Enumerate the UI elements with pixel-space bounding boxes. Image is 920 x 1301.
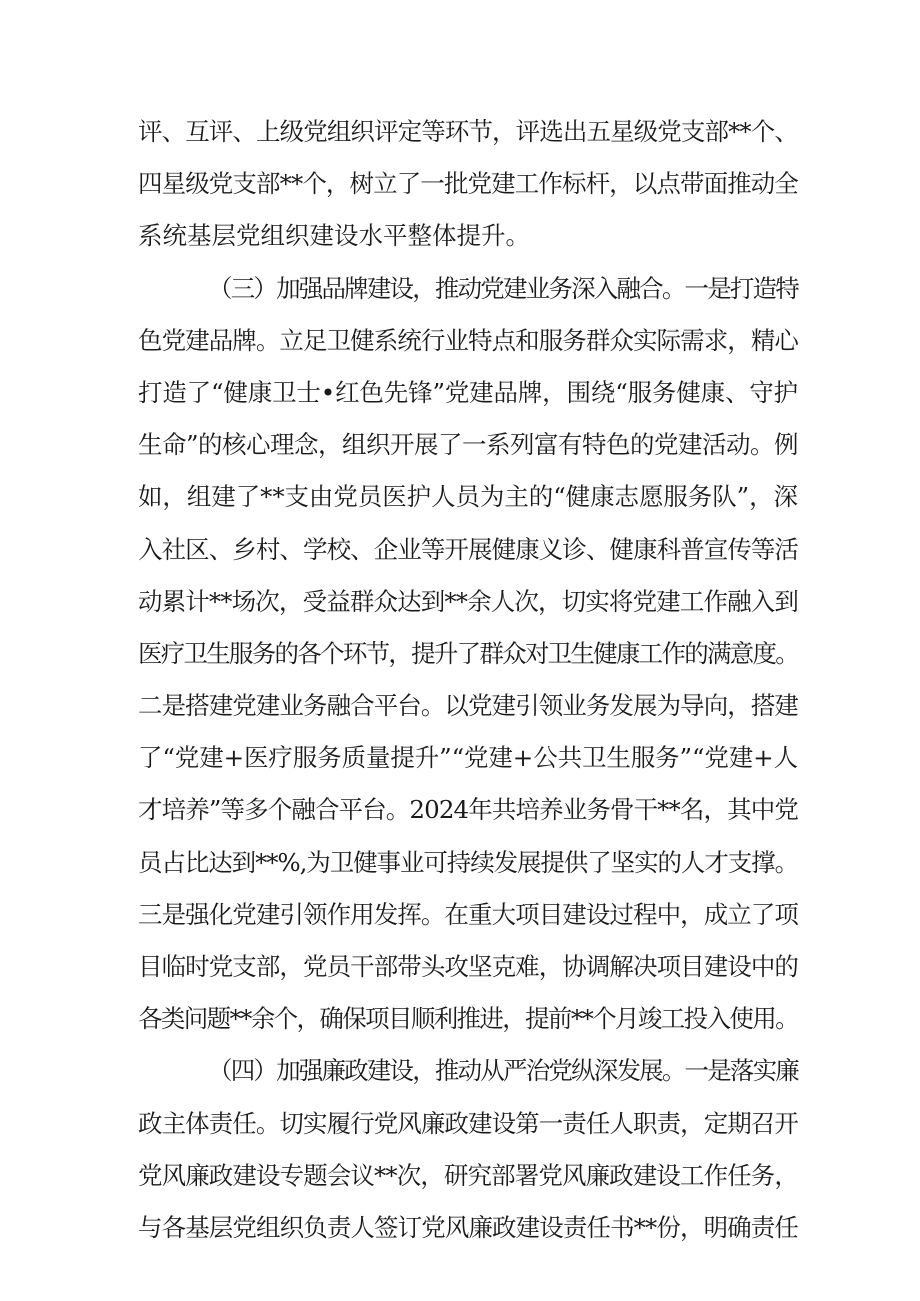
- document-body: [138, 106, 798, 1254]
- text-line: 如，组建了**支由党员医护人员为主的“健康志愿服务队”，深: [138, 482, 798, 512]
- text-line: 二是搭建党建业务融合平台。以党建引领业务发展为导向，搭建: [138, 691, 798, 721]
- text-line: 了“党建+医疗服务质量提升”“党建+公共卫生服务”“党建+人: [138, 743, 798, 773]
- text-line: 才培养”等多个融合平台。2024年共培养业务骨干**名，其中党: [138, 795, 798, 825]
- text-line: 生命”的核心理念，组织开展了一系列富有特色的党建活动。例: [138, 430, 798, 460]
- text-line: 评、互评、上级党组织评定等环节，评选出五星级党支部**个、: [138, 117, 798, 146]
- text-line: 三是强化党建引领作用发挥。在重大项目建设过程中，成立了项: [138, 899, 798, 929]
- text-line: 系统基层党组织建设水平整体提升。: [138, 221, 530, 251]
- text-line: 各类问题**余个，确保项目顺利推进，提前**个月竣工投入使用。: [138, 1004, 798, 1034]
- text-line: 动累计**场次，受益群众达到**余人次，切实将党建工作融入到: [138, 586, 798, 616]
- text-line: 政主体责任。切实履行党风廉政建设第一责任人职责，定期召开: [138, 1108, 798, 1138]
- text-line: 党风廉政建设专题会议**次，研究部署党风廉政建设工作任务，: [138, 1160, 798, 1190]
- section-heading-line: （三）加强品牌建设，推动党建业务深入融合。一是打造特: [208, 273, 798, 303]
- text-line: 四星级党支部**个，树立了一批党建工作标杆，以点带面推动全: [138, 169, 798, 199]
- section-heading-line: （四）加强廉政建设，推动从严治党纵深发展。一是落实廉: [208, 1056, 798, 1086]
- text-line: 医疗卫生服务的各个环节，提升了群众对卫生健康工作的满意度。: [138, 638, 798, 668]
- text-line: 打造了“健康卫士•红色先锋”党建品牌，围绕“服务健康、守护: [138, 377, 798, 407]
- text-line: 与各基层党组织负责人签订党风廉政建设责任书**份，明确责任: [138, 1212, 798, 1242]
- text-line: 色党建品牌。立足卫健系统行业特点和服务群众实际需求，精心: [138, 325, 798, 355]
- text-line: 员占比达到**%,为卫健事业可持续发展提供了坚实的人才支撑。: [138, 847, 798, 877]
- text-line: 目临时党支部，党员干部带头攻坚克难，协调解决项目建设中的: [138, 952, 798, 981]
- text-line: 入社区、乡村、学校、企业等开展健康义诊、健康科普宣传等活: [138, 534, 798, 564]
